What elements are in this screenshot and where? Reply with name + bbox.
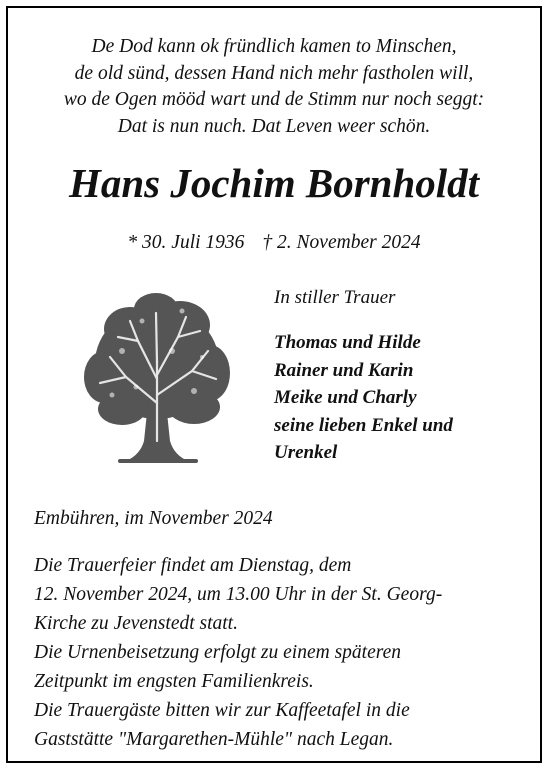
poem-line: de old sünd, dessen Hand nich mehr fastholen will,: [74, 62, 474, 84]
notice-line: Die Urnenbeisetzung erfolgt zu einem späteren: [34, 642, 402, 663]
poem-line: Dat is nun nuch. Dat Leven weer schön.: [117, 115, 431, 137]
mourning-intro: In stiller Trauer: [274, 287, 396, 308]
notice-line: Zeitpunkt im engsten Familienkreis.: [34, 671, 314, 692]
birth-date: * 30. Juli 1936: [127, 232, 245, 253]
poem-line: wo de Ogen mööd wart und de Stimm nur noch seggt:: [63, 89, 485, 110]
life-dates: [8, 230, 540, 256]
mourner-line: Rainer und Karin: [274, 359, 414, 381]
obituary-card: [6, 6, 542, 763]
notice-line: Gaststätte "Margarethen-Mühle" nach Legan.: [34, 729, 394, 750]
mourner-line: Meike und Charly: [274, 387, 417, 408]
mourners-list: [274, 329, 453, 467]
notice-line: Die Trauergäste bitten wir zur Kaffeetafel in die: [34, 700, 410, 721]
notice-line: Die Trauerfeier findet am Dienstag, dem: [34, 555, 352, 576]
mourner-line: Thomas und Hilde: [274, 332, 421, 353]
death-date: † 2. November 2024: [262, 232, 421, 253]
place-date: Embühren, im November 2024: [34, 508, 273, 529]
poem-line: De Dod kann ok fründlich kamen to Minschen,: [91, 36, 457, 57]
mourner-line: seine lieben Enkel und: [274, 414, 453, 436]
notice-line: Kirche zu Jevenstedt statt.: [34, 613, 238, 634]
funeral-notice: [34, 551, 442, 754]
mourner-line: Urenkel: [274, 442, 338, 463]
notice-line: 12. November 2024, um 13.00 Uhr in der St. Georg-: [34, 584, 443, 605]
poem: [8, 34, 540, 140]
tree-icon: [82, 291, 232, 469]
deceased-name: Hans Jochim Bornholdt: [68, 160, 480, 206]
